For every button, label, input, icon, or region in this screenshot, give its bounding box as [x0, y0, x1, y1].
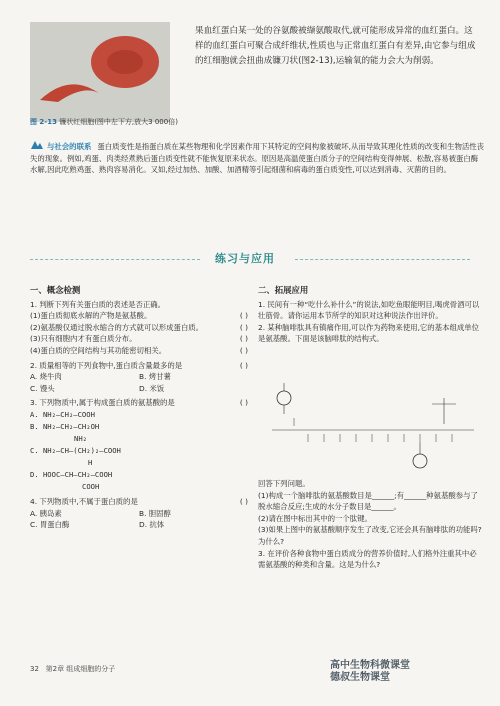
- intro-paragraph: 果血红蛋白某一处的谷氨酸被缬氨酸取代,就可能形成异常的血红蛋白。这样的血红蛋白可聚合成纤维状,性质也与正常血红蛋白有差异,由它参与组成的红细胞就会扭曲成镰刀状(图2-13),运输氧的能力会大为削弱。: [195, 26, 476, 66]
- q3-option-d: D. HOOC—CH—CH₂—COOH: [30, 469, 113, 479]
- page-number: 32: [30, 665, 39, 673]
- q4-options: C. 胃蛋白酶 D. 抗体: [30, 520, 165, 530]
- answer-blank[interactable]: ( ): [239, 360, 248, 370]
- q3-option-a: A. NH₂—CH₂—COOH: [30, 409, 95, 419]
- q1-item: (2)氨基酸仅通过脱水缩合的方式就可以形成蛋白质。 ( ): [30, 322, 248, 332]
- q3-stem: 3. 下列物质中,属于构成蛋白质的氨基酸的是 ( ): [30, 398, 248, 408]
- extension-heading: 二、拓展应用: [258, 285, 309, 295]
- sickle-cell-figure: [30, 22, 170, 122]
- q1-item: (1)蛋白质彻底水解的产物是氨基酸。 ( ): [30, 311, 248, 321]
- society-title: 与社会的联系: [47, 142, 92, 151]
- answer-intro: 回答下列问题。: [258, 479, 310, 488]
- q3-option-d-sub2: COOH: [82, 481, 100, 491]
- concept-heading: 一、概念检测: [30, 285, 81, 295]
- answer-3[interactable]: (3)如果上图中的氨基酸顺序发生了改变,它还会具有脑啡肽的功能吗?为什么?: [258, 525, 482, 546]
- society-link-section: [30, 140, 485, 176]
- concept-check-column: [30, 285, 248, 531]
- watermark-line: 高中生物科微课堂: [330, 660, 410, 671]
- q1-item: (3)只有细胞内才有蛋白质分布。 ( ): [30, 334, 248, 344]
- answer-blank[interactable]: ( ): [239, 496, 248, 506]
- q1-item: (4)蛋白质的空间结构与其功能密切相关。 ( ): [30, 345, 248, 355]
- q3-option-c: C. NH₂—CH—(CH₂)₂—COOH: [30, 445, 121, 455]
- q1-stem: 1. 判断下列有关蛋白质的表述是否正确。: [30, 299, 166, 309]
- q2-options: A. 烧牛肉 B. 烤甘薯: [30, 372, 171, 382]
- ext-q1: 1. 民间有一种“吃什么补什么”的说法,如吃鱼眼能明目,喝虎骨酒可以壮筋骨。请你运用本节所学的知识对这种说法作出评价。: [258, 299, 480, 321]
- watermark: [330, 660, 410, 684]
- q3-option-b: B. NH₂—CH₂—CH₂OH: [30, 421, 100, 431]
- extension-column: [258, 285, 483, 345]
- answer-blank[interactable]: ( ): [239, 334, 248, 344]
- answer-1[interactable]: (1)构成一个脑啡肽的氨基酸数目是______;有______种氨基酸参与了脱水缩合反应;生成的水分子数目是______。: [258, 490, 478, 512]
- q2-stem: 2. 质量相等的下列食物中,蛋白质含量最多的是 ( ): [30, 360, 248, 370]
- answer-blank[interactable]: ( ): [239, 345, 248, 355]
- q4-stem: 4. 下列物质中,不属于蛋白质的是 ( ): [30, 496, 248, 506]
- ext-q2: 2. 某种脑啡肽具有镇痛作用,可以作为药物来使用,它的基本组成单位是氨基酸。下面是该脑啡肽的结构式。: [258, 322, 480, 344]
- q4-options: A. 胰岛素 B. 胆固醇: [30, 508, 171, 518]
- watermark-line: 德叔生物课堂: [330, 672, 390, 683]
- page-footer: [30, 664, 115, 674]
- answer-blank[interactable]: ( ): [239, 398, 248, 408]
- figure-caption: 图 2-13 镰状红细胞(图中左下方,放大3 000倍): [30, 118, 178, 126]
- q3-option-d-sub: H: [88, 457, 93, 467]
- answer-blank[interactable]: ( ): [239, 311, 248, 321]
- ext-q3: 3. 在评价各种食物中蛋白质成分的营养价值时,人们格外注重其中必需氨基酸的种类和含量。这是为什么?: [258, 548, 477, 570]
- answer-blank[interactable]: ( ): [239, 322, 248, 332]
- section-title: 练习与应用: [215, 252, 275, 265]
- chapter-title: 第2章 组成细胞的分子: [45, 665, 116, 673]
- people-icon: [30, 140, 44, 150]
- enkephalin-structure-diagram: [262, 380, 482, 472]
- q2-options: C. 馒头 D. 米饭: [30, 383, 165, 393]
- answer-2[interactable]: (2)请在图中标出其中的一个肽键。: [258, 513, 372, 523]
- q3-option-c-sub: NH₂: [74, 433, 87, 443]
- answer-section: [258, 478, 483, 571]
- society-text: 蛋白质变性是指蛋白质在某些物理和化学因素作用下其特定的空间构象被破坏,从而导致其理化性质的改变和生物活性丧失的现象。例如,鸡蛋、肉类经煮熟后蛋白质变性就不能恢复原来状态。原因是高温使蛋白质分子的空间结构变得伸展、松散,容易被蛋白酶水解,因此吃熟鸡蛋、熟肉容易消化。又如,经过加热、加酸、加酒精等引起细菌和病毒的蛋白质变性,可以达到消毒、灭菌的目的。: [30, 142, 485, 175]
- section-header: [30, 248, 470, 270]
